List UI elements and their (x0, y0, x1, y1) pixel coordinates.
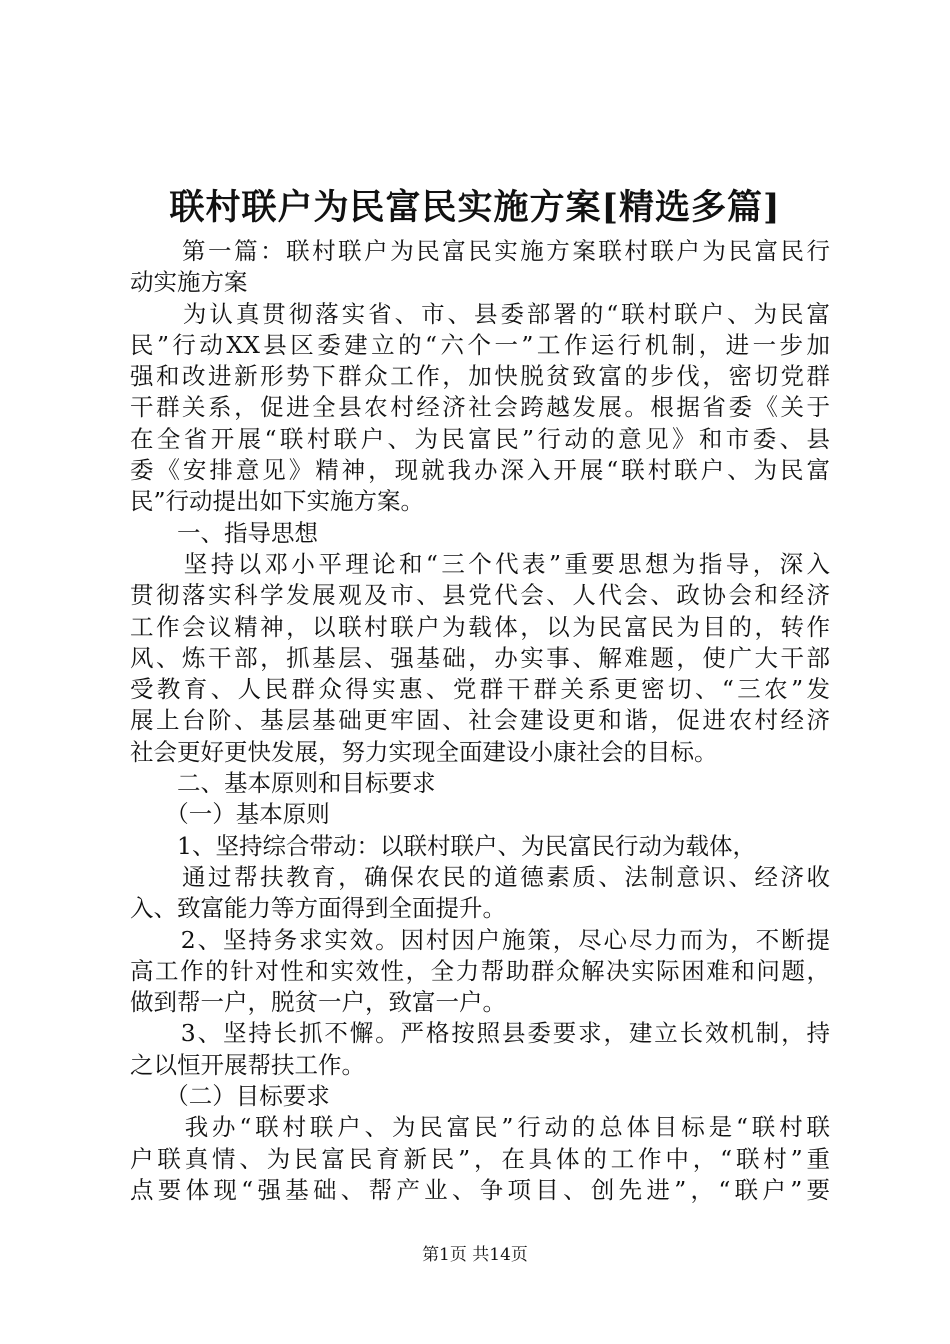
body-line: 动实施方案 (130, 268, 248, 297)
body-line: 入、致富能力等方面得到全面提升。 (130, 894, 506, 923)
document-body (130, 236, 830, 1206)
body-line: 受教育、人民群众得实惠、党群干群关系更密切、“三农”发 (130, 675, 830, 704)
body-line: 工作会议精神，以联村联户为载体，以为民富民为目的，转作 (130, 612, 830, 641)
body-line: 强和改进新形势下群众工作，加快脱贫致富的步伐，密切党群 (130, 362, 830, 391)
body-line: 通过帮扶教育，确保农民的道德素质、法制意识、经济收 (130, 862, 830, 891)
body-line: 在全省开展“联村联户、为民富民”行动的意见》和市委、县 (130, 424, 830, 453)
body-line: 2、坚持务求实效。因村因户施策，尽心尽力而为，不断提 (130, 925, 830, 954)
body-line: 坚持以邓小平理论和“三个代表”重要思想为指导，深入 (130, 549, 830, 578)
body-line: 民”行动XX县区委建立的“六个一”工作运行机制，进一步加 (130, 330, 830, 359)
body-line: 二、基本原则和目标要求 (130, 769, 436, 798)
body-line: 3、坚持长抓不懈。严格按照县委要求，建立长效机制，持 (130, 1019, 830, 1048)
body-line: 做到帮一户，脱贫一户，致富一户。 (130, 988, 506, 1017)
body-line: 点要体现“强基础、帮产业、争项目、创先进”，“联户”要 (130, 1175, 830, 1204)
body-line: 高工作的针对性和实效性，全力帮助群众解决实际困难和问题， (130, 956, 830, 985)
body-line: 民”行动提出如下实施方案。 (130, 487, 425, 516)
body-line: 贯彻落实科学发展观及市、县党代会、人代会、政协会和经济 (130, 581, 830, 610)
body-line: 之以恒开展帮扶工作。 (130, 1050, 365, 1079)
body-line: 一、指导思想 (130, 518, 318, 547)
body-line: 户联真情、为民富民育新民”，在具体的工作中，“联村”重 (130, 1144, 830, 1173)
page-footer: 第1页 共14页 (422, 1245, 528, 1265)
body-line: （二）目标要求 (130, 1082, 330, 1111)
body-line: 1、坚持综合带动：以联村联户、为民富民行动为载体， (130, 831, 756, 860)
body-line: 社会更好更快发展，努力实现全面建设小康社会的目标。 (130, 737, 718, 766)
document-title: 联村联户为民富民实施方案[精选多篇] (169, 187, 781, 228)
body-line: 干群关系，促进全县农村经济社会跨越发展。根据省委《关于 (130, 393, 830, 422)
body-line: 为认真贯彻落实省、市、县委部署的“联村联户、为民富 (130, 299, 830, 328)
body-line: 第一篇：联村联户为民富民实施方案联村联户为民富民行 (130, 237, 830, 265)
body-line: （一）基本原则 (130, 800, 330, 829)
body-line: 展上台阶、基层基础更牢固、社会建设更和谐，促进农村经济 (130, 706, 830, 735)
body-line: 我办“联村联户、为民富民”行动的总体目标是“联村联 (130, 1113, 830, 1142)
body-line: 委《安排意见》精神，现就我办深入开展“联村联户、为民富 (130, 456, 830, 485)
body-line: 风、炼干部，抓基层、强基础，办实事、解难题，使广大干部 (130, 643, 830, 672)
